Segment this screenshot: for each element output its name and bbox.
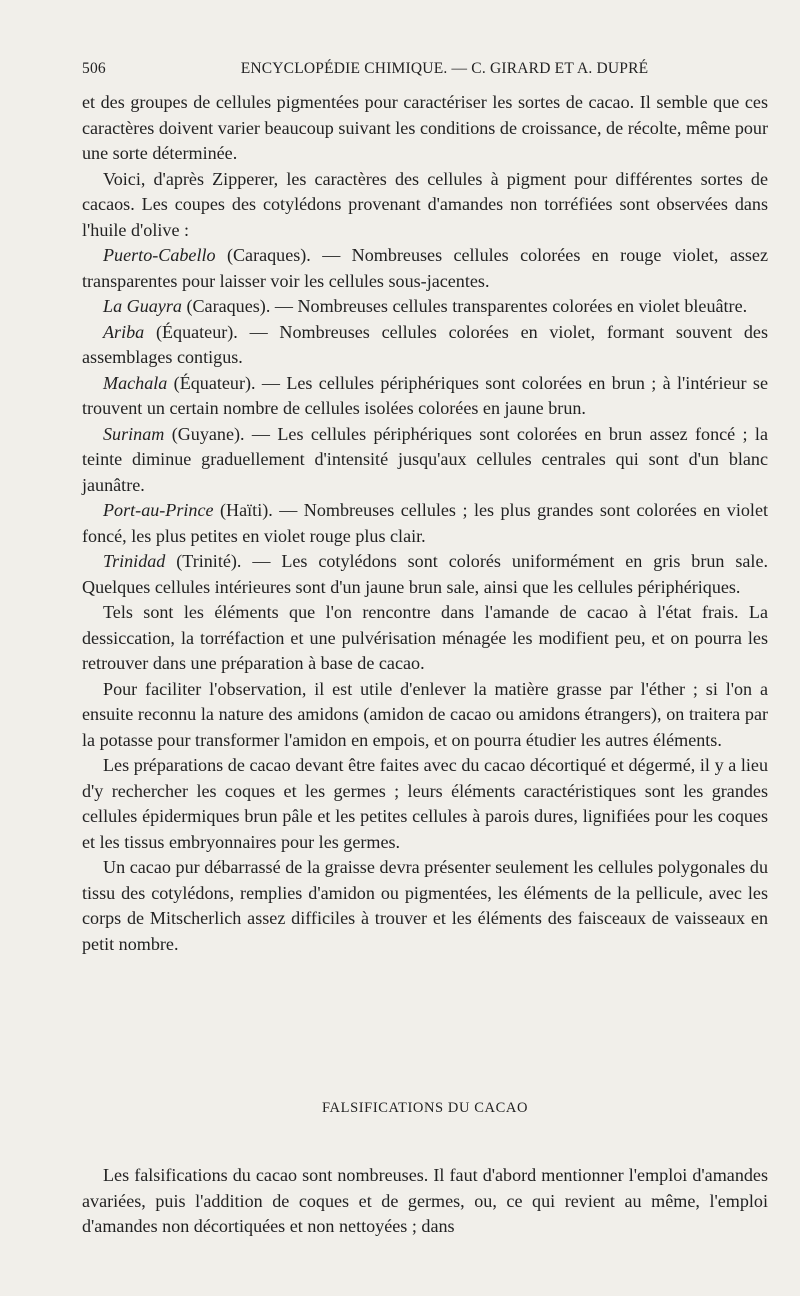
paragraph: Trinidad (Trinité). — Les cotylédons sont colorés uniformément en gris brun sale. Quelques cellules intérieures sont d'un jaune brun sale, ainsi que les cellules périphériques. (82, 551, 768, 597)
running-title: ENCYCLOPÉDIE CHIMIQUE. — C. GIRARD ET A. DUPRÉ (240, 60, 649, 77)
variety-name: Surinam (103, 423, 165, 444)
paragraph: La Guayra (Caraques). — Nombreuses cellules transparentes colorées en violet bleuâtre. (103, 296, 748, 316)
variety-name: La Guayra (103, 296, 182, 316)
page-number: 506 (82, 60, 106, 77)
paragraph: Port-au-Prince (Haïti). — Nombreuses cellules ; les plus grandes sont colorées en violet foncé, les plus petites en violet rouge plus clair. (82, 500, 768, 546)
paragraph: et des groupes de cellules pigmentées pour caractériser les sortes de cacao. Il semble que ces caractères doivent varier beaucoup suivant les conditions de croissance, de récolte, même pour une sorte déterminée. (82, 92, 768, 163)
paragraph: Les falsifications du cacao sont nombreuses. Il faut d'abord mentionner l'emploi d'amandes avariées, puis l'addition de coques et de germes, ou, ce qui revient au même, l'emploi d'amandes non décortiquées et non nettoyées ; dans (82, 1165, 768, 1236)
variety-name: Machala (103, 372, 168, 393)
variety-name: Trinidad (103, 551, 166, 571)
variety-name: Puerto-Cabello (103, 245, 216, 265)
paragraph: Machala (Équateur). — Les cellules périphériques sont colorées en brun ; à l'intérieur se trouvent un certain nombre de cellules isolées colorées en jaune brun. (82, 372, 768, 418)
paragraph: Tels sont les éléments que l'on rencontre dans l'amande de cacao à l'état frais. La dessiccation, la torréfaction et une pulvérisation ménagée les modifient peu, et on pourra les retrouver dans une préparation à base de cacao. (82, 602, 768, 673)
section-heading: FALSIFICATIONS DU CACAO (321, 1100, 529, 1116)
paragraph: Pour faciliter l'observation, il est utile d'enlever la matière grasse par l'éther ; si l'on a ensuite reconnu la nature des amidons (amidon de cacao ou amidons étrangers), on traitera par la potasse pour transformer l'amidon en empois, et on pourra étudier les autres éléments. (82, 678, 768, 750)
paragraph: Puerto-Cabello (Caraques). — Nombreuses cellules colorées en rouge violet, assez transparentes pour laisser voir les cellules sous-jacentes. (82, 245, 768, 291)
variety-name: Ariba (103, 321, 145, 342)
section-text (82, 1163, 768, 1240)
paragraph: Un cacao pur débarrassé de la graisse devra présenter seulement les cellules polygonales du tissu des cotylédons, remplies d'amidon ou pigmentées, les éléments de la pellicule, avec les corps de Mitscherlich assez difficiles à trouver et les éléments des faisceaux de vaisseaux en petit nombre. (82, 857, 768, 954)
paragraph: Ariba (Équateur). — Nombreuses cellules colorées en violet, formant souvent des assemblages contigus. (82, 321, 768, 367)
paragraph: Voici, d'après Zipperer, les caractères des cellules à pigment pour différentes sortes de cacaos. Les coupes des cotylédons provenant d'amandes non torréfiées sont observées dans l'huile d'olive : (82, 168, 768, 240)
running-header (82, 60, 767, 82)
main-text (82, 90, 768, 957)
variety-name: Port-au-Prince (103, 500, 214, 520)
paragraph: Les préparations de cacao devant être faites avec du cacao décortiqué et dégermé, il y a lieu d'y rechercher les coques et les germes ; leurs éléments caractéristiques sont les grandes cellules épidermiques brun pâle et les petites cellules à parois dures, lignifiées pour les coques et les tissus embryonnaires pour les germes. (82, 755, 768, 852)
paragraph: Surinam (Guyane). — Les cellules périphériques sont colorées en brun assez foncé ; la teinte diminue graduellement d'intensité jusqu'aux cellules centrales qui sont d'un blanc jaunâtre. (82, 423, 768, 495)
